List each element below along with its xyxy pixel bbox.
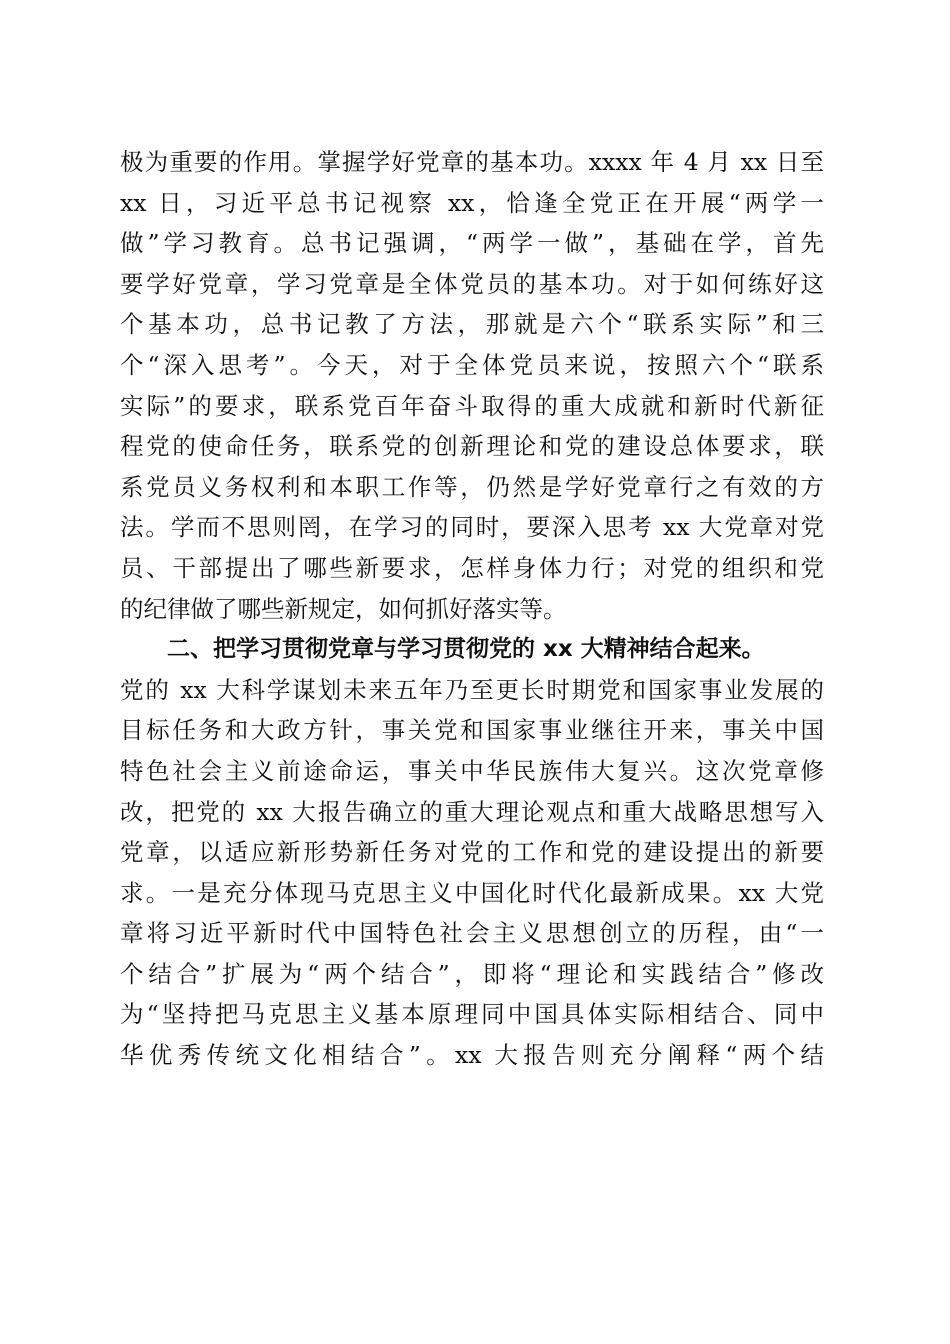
text-line: 求。一是充分体现马克思主义中国化时代化最新成果。xx 大党 [120, 878, 824, 907]
text-line: 特色社会主义前途命运，事关中华民族伟大复兴。这次党章修 [120, 756, 824, 785]
text-line: 改，把党的 xx 大报告确立的重大理论观点和重大战略思想写入 [120, 797, 824, 826]
text-line: 党的 xx 大科学谋划未来五年乃至更长时期党和国家事业发展的 [120, 675, 824, 704]
text-line: 个基本功，总书记教了方法，那就是六个“联系实际”和三 [120, 310, 824, 339]
text-line: 程党的使命任务，联系党的创新理论和党的建设总体要求，联 [120, 432, 824, 461]
text-line: 法。学而不思则罔，在学习的同时，要深入思考 xx 大党章对党 [120, 513, 824, 542]
text-line: 个结合”扩展为“两个结合”，即将“理论和实践结合”修改 [120, 959, 824, 988]
text-line: 为“坚持把马克思主义基本原理同中国具体实际相结合、同中 [120, 1000, 824, 1029]
text-line: 目标任务和大政方针，事关党和国家事业继往开来，事关中国 [120, 716, 824, 745]
text-line: 员、干部提出了哪些新要求，怎样身体力行；对党的组织和党 [120, 553, 824, 582]
text-line: 个“深入思考”。今天，对于全体党员来说，按照六个“联系 [120, 350, 824, 379]
section-heading: 二、把学习贯彻党章与学习贯彻党的 xx 大精神结合起来。 [167, 636, 765, 663]
text-line: 实际”的要求，联系党百年奋斗取得的重大成就和新时代新征 [120, 391, 824, 420]
text-line: 华优秀传统文化相结合”。xx 大报告则充分阐释“两个结 [120, 1041, 824, 1070]
text-line: 章将习近平新时代中国特色社会主义思想创立的历程，由“一 [120, 919, 824, 948]
text-line: 要学好党章，学习党章是全体党员的基本功。对于如何练好这 [120, 269, 824, 298]
text-line: 系党员义务权利和本职工作等，仍然是学好党章行之有效的方 [120, 472, 824, 501]
text-line: xx 日，习近平总书记视察 xx，恰逢全党正在开展“两学一 [120, 188, 824, 217]
text-line: 党章，以适应新形势新任务对党的工作和党的建设提出的新要 [120, 838, 824, 867]
text-line: 的纪律做了哪些新规定，如何抓好落实等。 [120, 594, 567, 623]
body-text [120, 142, 824, 1076]
text-line: 极为重要的作用。掌握学好党章的基本功。xxxx 年 4 月 xx 日至 [120, 148, 824, 176]
text-line: 做”学习教育。总书记强调，“两学一做”，基础在学，首先 [120, 229, 824, 258]
